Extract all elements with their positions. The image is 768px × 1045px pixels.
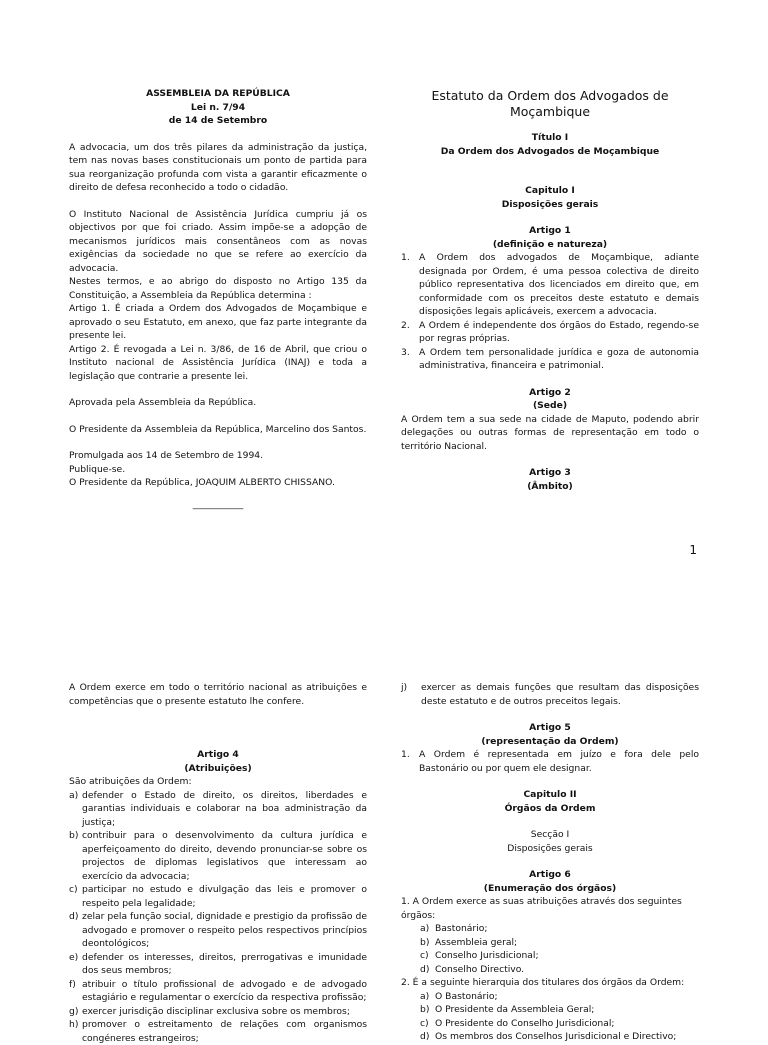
chapter-i-heading: Capitulo I [401,184,699,198]
chapter-ii-subheading: Órgãos da Ordem [401,802,699,816]
list-item: j) exercer as demais funções que resultam das disposições deste estatuto e de outros preceitos legais. [401,681,699,708]
article-1-heading: Artigo 1 [401,224,699,238]
document-page-2 [0,668,768,1024]
promulgation-line: Promulgada aos 14 de Setembro de 1994. [69,449,367,463]
list-item: c) Conselho Jurisdicional; [420,949,699,963]
title-i-subheading: Da Ordem dos Advogados de Moçambique [401,145,699,159]
article-3-heading: Artigo 3 [401,466,699,480]
scope-paragraph: A Ordem exerce em todo o território nacional as atribuições e competências que o presente estatuto lhe confere. [69,681,367,708]
list-item: f) atribuir o título profissional de advogado e de advogado estagiário e regulamentar o exercício da respectiva profissão; [69,978,367,1005]
article-1-subheading: (definição e natureza) [401,238,699,252]
law-date: de 14 de Setembro [69,114,367,128]
assembly-heading: ASSEMBLEIA DA REPÚBLICA [69,87,367,101]
list-item: a) O Bastonário; [420,990,699,1004]
list-item: 3. A Ordem tem personalidade jurídica e goza de autonomia administrativa, financeira e patrimonial. [401,346,699,373]
page2-left-column [69,681,367,1045]
chapter-i-subheading: Disposições gerais [401,198,699,212]
page-gap [0,575,768,668]
republic-president-line: O Presidente da República, JOAQUIM ALBERTO CHISSANO. [69,476,367,490]
list-item: d) Conselho Directivo. [420,963,699,977]
article-5-subheading: (representação da Ordem) [401,735,699,749]
article-2-heading: Artigo 2 [401,386,699,400]
list-item: d) Os membros dos Conselhos Jurisdicional e Directivo; [420,1030,699,1044]
preamble-paragraph-3: Nestes termos, e ao abrigo do disposto no Artigo 135 da Constituição, a Assembleia da República determina : [69,275,367,302]
list-item: e) defender os interesses, direitos, prerrogativas e imunidade dos seus membros; [69,951,367,978]
page-number: 1 [689,544,697,558]
article-3-subheading: (Âmbito) [401,480,699,494]
section-i-heading: Secção I [401,828,699,842]
page2-right-column [401,681,699,1044]
list-item: 1. A Ordem é representada em juízo e fora dele pelo Bastonário ou por quem ele designar. [401,748,699,775]
preamble-paragraph-2: O Instituto Nacional de Assistência Jurídica cumpriu já os objectivos por que foi criado. Assim impõe-se a adopção de mecanismos jurídicos mais consentâneos com as novas exigências da sociedade no que se refere ao exercício da advocacia. [69,208,367,276]
page1-right-column [401,88,699,493]
list-item: a) defender o Estado de direito, os direitos, liberdades e garantias individuais e colaborar na boa administração da justiça; [69,789,367,830]
approval-line: Aprovada pela Assembleia da República. [69,396,367,410]
page1-left-column [69,87,367,511]
list-item: d) zelar pela função social, dignidade e prestigio da profissão de advogado e promover o respeito pelos respectivos princípios deontológicos; [69,910,367,951]
article-5-heading: Artigo 5 [401,721,699,735]
list-item: c) participar no estudo e divulgação das leis e promover o respeito pela legalidade; [69,883,367,910]
statute-title: Estatuto da Ordem dos Advogados de Moçambique [401,88,699,120]
list-item: b) O Presidente da Assembleia Geral; [420,1003,699,1017]
publish-line: Publique-se. [69,463,367,477]
article-4-heading: Artigo 4 [69,748,367,762]
hierarchy-list [401,990,699,1044]
list-item: a) Bastonário; [420,922,699,936]
article-4-subheading: (Atribuições) [69,762,367,776]
list-item: 1. A Ordem dos advogados de Moçambique, adiante designada por Ordem, é uma pessoa colectiva de direito público representativa dos licenciados em direito que, em conformidade com os preceitos deste estatuto e demais disposições legais aplicáveis, exercem a advocacia. [401,251,699,319]
preamble-paragraph-1: A advocacia, um dos três pilares da administração da justiça, tem nas novas bases constitucionais um ponto de partida para sua reorganização profunda com vista a garantir eficazmente o direito de defesa reconhecido a todo o cidadão. [69,141,367,195]
law-article-2: Artigo 2. É revogada a Lei n. 3/86, de 16 de Abril, que criou o Instituto nacional de Assistência Jurídica (INAJ) e toda a legislação que contrarie a presente lei. [69,343,367,384]
article-6-subheading: (Enumeração dos órgãos) [401,882,699,896]
title-i-heading: Título I [401,131,699,145]
article-6-paragraph-2: 2. É a seguinte hierarquia dos titulares dos órgãos da Ordem: [401,976,699,990]
list-item: b) Assembleia geral; [420,936,699,950]
article-4-intro: São atribuições da Ordem: [69,775,367,789]
organs-list [401,922,699,976]
article-5-list [401,748,699,775]
list-item: 2. A Ordem é independente dos órgãos do Estado, regendo-se por regras próprias. [401,319,699,346]
article-4-list [69,789,367,1045]
list-item: g) exercer jurisdição disciplinar exclusiva sobre os membros; [69,1005,367,1019]
section-i-subheading: Disposições gerais [401,842,699,856]
assembly-president-line: O Presidente da Assembleia da República, Marcelino dos Santos. [69,423,367,437]
article-6-heading: Artigo 6 [401,868,699,882]
list-item: b) contribuir para o desenvolvimento da cultura jurídica e aperfeiçoamento do direito, devendo pronunciar-se sobre os projectos de diplomas legislativos que interessam ao exercício da advocacia; [69,829,367,883]
list-item: h) promover o estreitamento de relações com organismos congéneres estrangeiros; [69,1018,367,1045]
article-6-paragraph-1: 1. A Ordem exerce as suas atribuições através dos seguintes órgãos: [401,895,699,922]
separator-line: ___________ [69,498,367,512]
article-2-subheading: (Sede) [401,399,699,413]
article-2-text: A Ordem tem a sua sede na cidade de Maputo, podendo abrir delegações ou outras formas de representação em todo o território Nacional. [401,413,699,454]
chapter-ii-heading: Capitulo II [401,788,699,802]
law-number: Lei n. 7/94 [69,101,367,115]
list-item: c) O Presidente do Conselho Jurisdicional; [420,1017,699,1031]
law-article-1: Artigo 1. É criada a Ordem dos Advogados de Moçambique e aprovado o seu Estatuto, em anexo, que faz parte integrante da presente lei. [69,302,367,343]
article-4-list-continued [401,681,699,708]
article-1-list [401,251,699,373]
